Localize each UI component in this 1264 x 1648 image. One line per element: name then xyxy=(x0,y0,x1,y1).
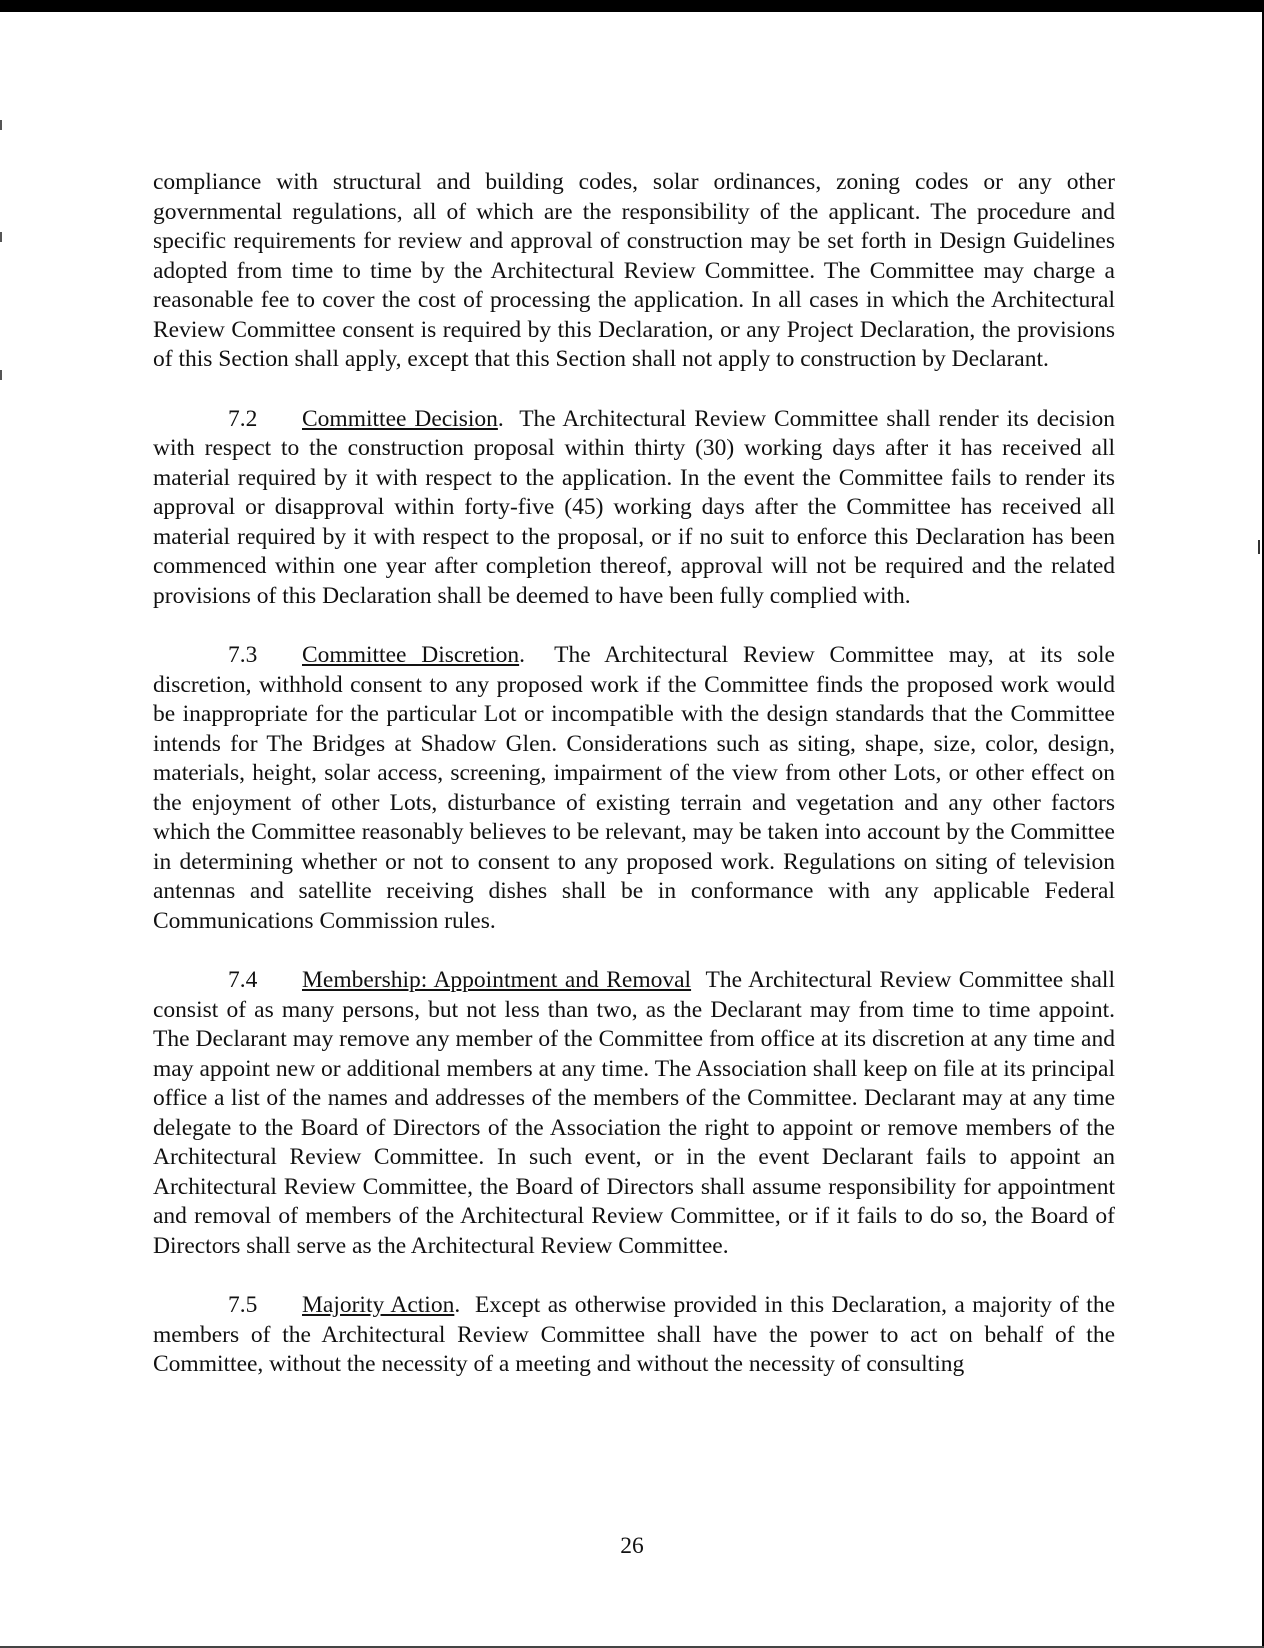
section-number: 7.3 xyxy=(228,642,258,668)
heading-punct: . xyxy=(519,642,525,668)
heading-punct: . xyxy=(454,1292,461,1318)
scan-speck xyxy=(0,232,2,242)
scan-top-border xyxy=(0,0,1264,12)
document-body xyxy=(153,168,1115,1410)
section-7-2 xyxy=(153,405,1115,612)
heading-punct: . xyxy=(497,405,504,432)
section-number: 7.4 xyxy=(228,967,258,993)
scan-speck xyxy=(1258,540,1260,554)
section-number: 7.5 xyxy=(228,1292,258,1318)
section-heading: Majority Action xyxy=(302,1292,455,1318)
section-7-4 xyxy=(153,966,1115,1261)
section-7-3 xyxy=(153,641,1115,936)
section-body: The Architectural Review Committee shall render its decision with respect to the construction proposal within thirty (30) working days after it has received all material required by it with respect to the application. In the event the Committee fails to render its approval or disapproval within forty-five (45) working days after the Committee has received all material required by it with respect to the proposal, or if no suit to enforce this Declaration has been commenced within one year after completion thereof, approval will not be required and the related provisions of this Declaration shall be deemed to have been fully complied with. xyxy=(153,405,1116,609)
section-7-5 xyxy=(153,1291,1115,1380)
intro-paragraph: compliance with structural and building codes, solar ordinances, zoning codes or any other governmental regulations, all of which are the responsibility of the applicant. The procedure and specific requirements for review and approval of construction may be set forth in Design Guidelines adopted from time to time by the Architectural Review Committee. The Committee may charge a reasonable fee to cover the cost of processing the application. In all cases in which the Architectural Review Committee consent is required by this Declaration, or any Project Declaration, the provisions of this Section shall apply, except that this Section shall not apply to construction by Declarant. xyxy=(153,169,1115,372)
section-body: The Architectural Review Committee shall consist of as many persons, but not less than two, as the Declarant may from time to time appoint. The Declarant may remove any member of the Committee from office at its discretion at any time and may appoint new or additional members at any time. The Association shall keep on file at its principal office a list of the names and addresses of the members of the Committee. Declarant may at any time delegate to the Board of Directors of the Association the right to appoint or remove members of the Architectural Review Committee. In such event, or in the event Declarant fails to appoint an Architectural Review Committee, the Board of Directors shall assume responsibility for appointment and removal of members of the Architectural Review Committee, or if it fails to do so, the Board of Directors shall serve as the Architectural Review Committee. xyxy=(153,967,1115,1259)
section-body: The Architectural Review Committee may, at its sole discretion, withhold consent to any proposed work if the Committee finds the proposed work would be inappropriate for the particular Lot or incompatible with the design standards that the Committee intends for The Bridges at Shadow Glen. Considerations such as siting, shape, size, color, design, materials, height, solar access, screening, impairment of the view from other Lots, or other effect on the enjoyment of other Lots, disturbance of existing terrain and vegetation and any other factors which the Committee reasonably believes to be relevant, may be taken into account by the Committee in determining whether or not to consent to any proposed work. Regulations on siting of television antennas and satellite receiving dishes shall be in conformance with any applicable Federal Communications Commission rules. xyxy=(153,642,1115,934)
section-heading: Committee Discretion xyxy=(302,642,520,668)
section-heading: Membership: Appointment and Removal xyxy=(302,967,692,993)
section-heading: Committee Decision xyxy=(302,405,498,432)
section-number: 7.2 xyxy=(228,405,258,432)
section-body: Except as otherwise provided in this Declaration, a majority of the members of the Architectural Review Committee shall have the power to act on behalf of the Committee, without the necessity of a meeting and without the necessity of consulting xyxy=(153,1292,1115,1377)
scan-speck xyxy=(0,370,2,380)
scan-speck xyxy=(0,120,2,130)
page-number: 26 xyxy=(620,1533,644,1559)
